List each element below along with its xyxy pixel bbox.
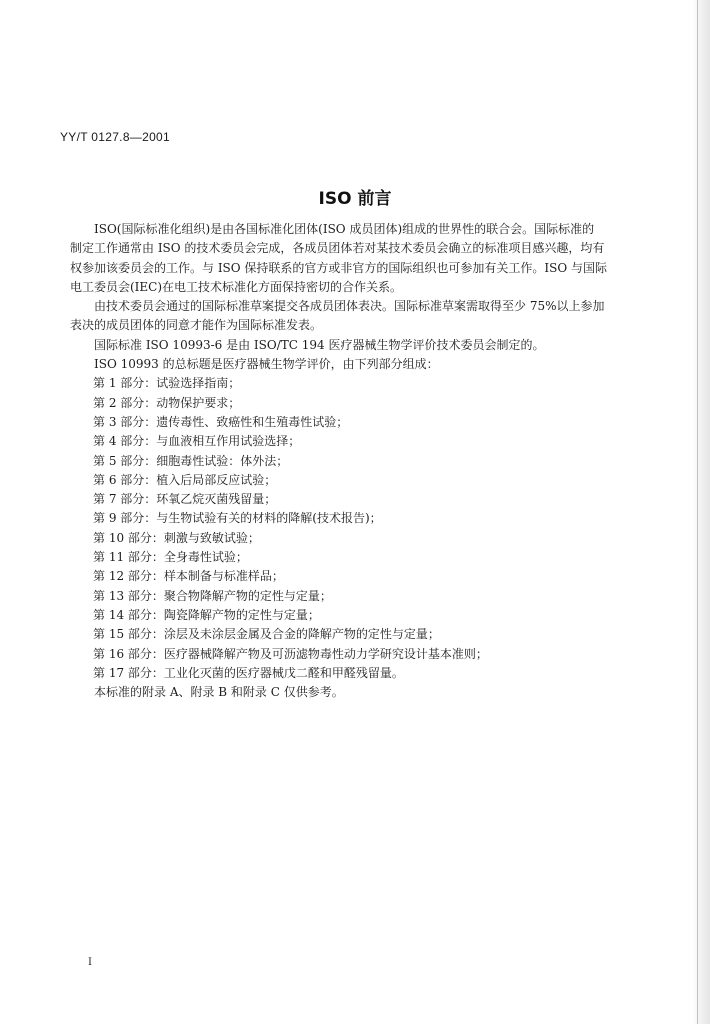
list-item: 第 7 部分：环氧乙烷灭菌残留量； <box>93 492 277 507</box>
text-line: 国际标准 ISO 10993-6 是由 ISO/TC 194 医疗器械生物学评价技术委员会制定的。 <box>94 337 545 352</box>
foreword-body <box>70 220 646 702</box>
text-line: ISO 10993 的总标题是医疗器械生物学评价，由下列部分组成： <box>94 357 439 372</box>
page-number: I <box>88 957 92 968</box>
text-line: 制定工作通常由 ISO 的技术委员会完成，各成员团体若对某技术委员会确立的标准项目感兴趣，均有 <box>70 241 605 256</box>
scan-edge-shadow <box>692 0 710 1024</box>
list-item: 第 12 部分：样本制备与标准样品； <box>93 569 284 584</box>
paragraph-iso-intro <box>70 220 646 297</box>
list-item: 第 2 部分：动物保护要求； <box>93 395 241 410</box>
document-code: YY/T 0127.8—2001 <box>60 130 170 144</box>
text-line: 表决的成员团体的同意才能作为国际标准发表。 <box>70 318 323 333</box>
list-item: 第 15 部分：涂层及未涂层金属及合金的降解产物的定性与定量； <box>93 627 440 642</box>
paragraph-voting <box>70 297 646 336</box>
list-item: 第 11 部分：全身毒性试验； <box>93 550 248 565</box>
scan-edge-line <box>697 0 698 1024</box>
list-item: 第 4 部分：与血液相互作用试验选择； <box>93 434 301 449</box>
list-item: 第 9 部分：与生物试验有关的材料的降解(技术报告)； <box>93 511 382 526</box>
list-item: 第 6 部分：植入后局部反应试验； <box>93 472 277 487</box>
list-item: 第 10 部分：刺激与致敏试验； <box>93 530 260 545</box>
paragraph-parts-intro <box>70 355 646 374</box>
text-line: 权参加该委员会的工作。与 ISO 保持联系的官方或非官方的国际组织也可参加有关工作。ISO 与国际 <box>70 260 608 275</box>
list-item: 第 5 部分：细胞毒性试验：体外法； <box>93 453 289 468</box>
paragraph-standard-origin <box>70 336 646 355</box>
text-line: ISO(国际标准化组织)是由各国标准化团体(ISO 成员团体)组成的世界性的联合会。国际标准的 <box>94 222 595 236</box>
text-line: 电工委员会(IEC)在电工技术标准化方面保持密切的合作关系。 <box>70 279 403 294</box>
list-item: 第 3 部分：遗传毒性、致癌性和生殖毒性试验； <box>93 414 349 429</box>
closing-note: 本标准的附录 A、附录 B 和附录 C 仅供参考。 <box>94 685 344 700</box>
page-title: ISO 前言 <box>318 189 392 209</box>
list-item: 第 13 部分：聚合物降解产物的定性与定量； <box>93 588 332 603</box>
text-line: 由技术委员会通过的国际标准草案提交各成员团体表决。国际标准草案需取得至少 75%以上参加 <box>94 299 605 314</box>
parts-list <box>70 374 646 683</box>
list-item: 第 16 部分：医疗器械降解产物及可沥滤物毒性动力学研究设计基本准则； <box>93 646 488 661</box>
list-item: 第 14 部分：陶瓷降解产物的定性与定量； <box>93 607 320 622</box>
list-item: 第 17 部分：工业化灭菌的医疗器械戊二醛和甲醛残留量。 <box>93 665 404 680</box>
list-item: 第 1 部分：试验选择指南； <box>93 376 241 391</box>
